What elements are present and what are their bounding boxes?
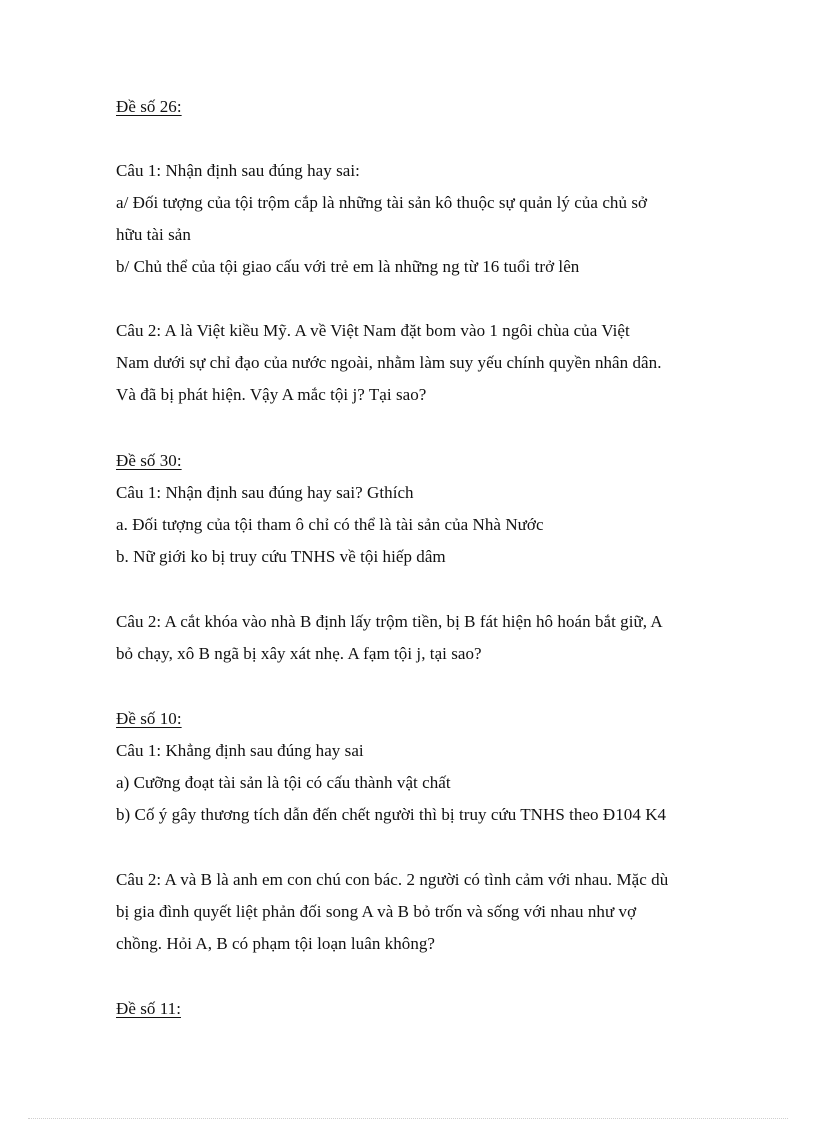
question-2-text-cont: bỏ chạy, xô B ngã bị xây xát nhẹ. A fạm tội j, tại sao?: [116, 644, 482, 663]
question-1-item-b: b) Cố ý gây thương tích dẫn đến chết người thì bị truy cứu TNHS theo Đ104 K4: [116, 805, 667, 824]
question-2-text-end: chồng. Hỏi A, B có phạm tội loạn luân không?: [116, 934, 436, 953]
question-1-item-a: a/ Đối tượng của tội trộm cắp là những tài sản kô thuộc sự quản lý của chủ sở: [116, 193, 648, 212]
question-1-item-a: a. Đối tượng của tội tham ô chỉ có thể là tài sản của Nhà Nước: [116, 515, 544, 534]
question-1-item-b: b/ Chủ thể của tội giao cấu với trẻ em là những ng từ 16 tuổi trở lên: [116, 257, 580, 276]
question-2-text-cont: Nam dưới sự chỉ đạo của nước ngoài, nhằm làm suy yếu chính quyền nhân dân.: [116, 353, 662, 372]
question-1-title: Câu 1: Khẳng định sau đúng hay sai: [116, 741, 364, 760]
question-2-text: Câu 2: A là Việt kiều Mỹ. A về Việt Nam đặt bom vào 1 ngôi chùa của Việt: [116, 321, 630, 340]
question-1-title: Câu 1: Nhận định sau đúng hay sai? Gthích: [116, 483, 414, 502]
question-2-text-cont: bị gia đình quyết liệt phản đối song A và B bỏ trốn và sống với nhau như vợ: [116, 902, 637, 921]
question-1-item-b: b. Nữ giới ko bị truy cứu TNHS về tội hiếp dâm: [116, 547, 446, 566]
question-1-item-a: a) Cưỡng đoạt tài sản là tội có cấu thành vật chất: [116, 773, 451, 792]
question-1-item-a-cont: hữu tài sản: [116, 225, 191, 244]
section-heading-26: Đề số 26:: [116, 97, 182, 116]
section-heading-30: Đề số 30:: [116, 451, 182, 470]
question-2-text-end: Và đã bị phát hiện. Vậy A mắc tội j? Tại sao?: [116, 385, 427, 404]
question-1-title: Câu 1: Nhận định sau đúng hay sai:: [116, 161, 360, 180]
section-heading-10: Đề số 10:: [116, 709, 182, 728]
section-heading-11: Đề số 11:: [116, 999, 181, 1018]
question-2-text: Câu 2: A cắt khóa vào nhà B định lấy trộm tiền, bị B fát hiện hô hoán bắt giữ, A: [116, 612, 663, 631]
page-bottom-divider: [28, 1118, 788, 1119]
question-2-text: Câu 2: A và B là anh em con chú con bác. 2 người có tình cảm với nhau. Mặc dù: [116, 870, 669, 889]
